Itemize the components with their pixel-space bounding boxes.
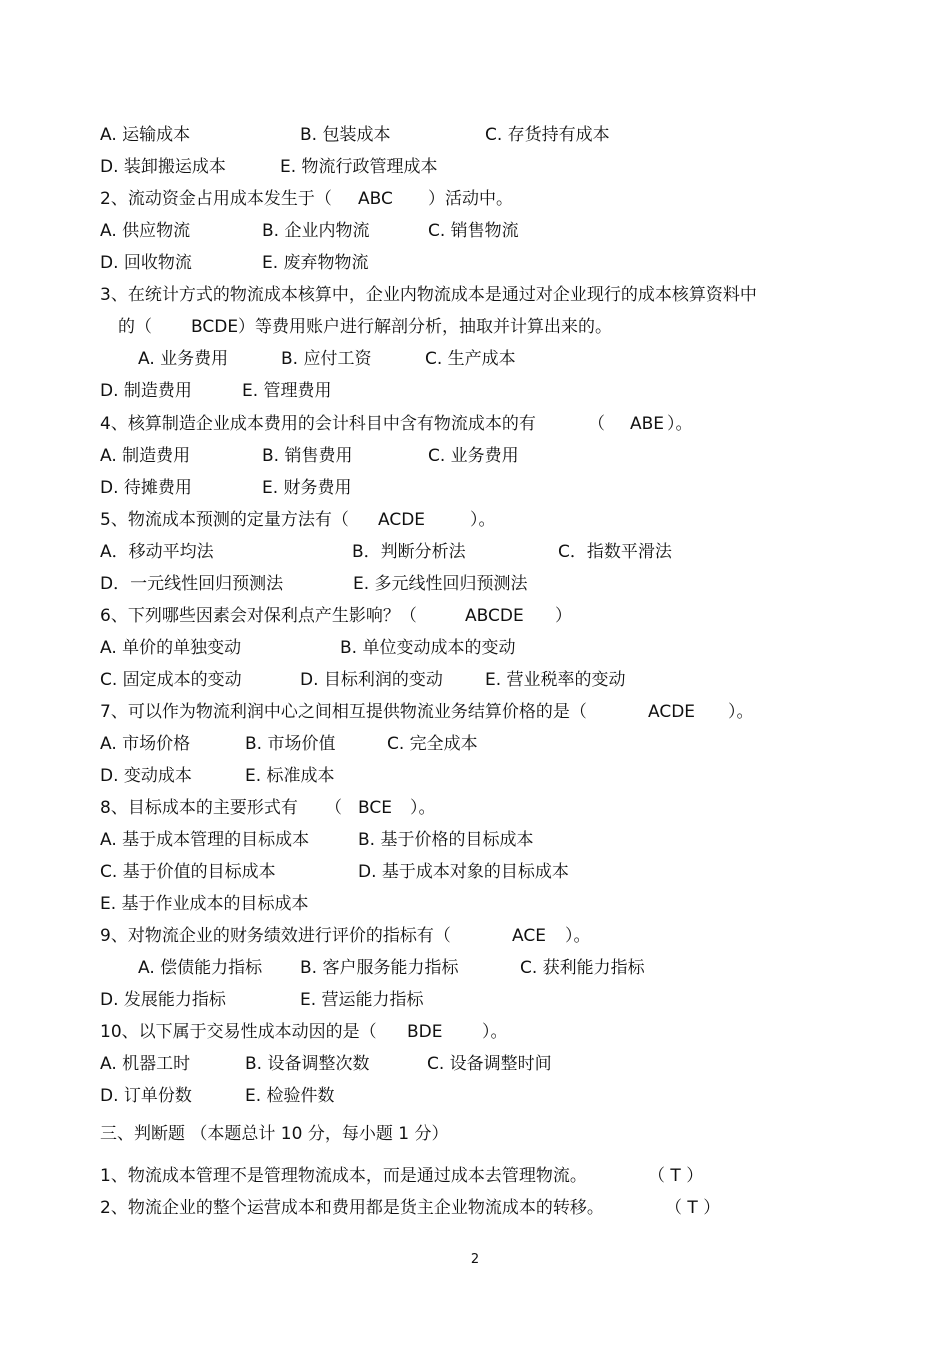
text-segment: 4、核算制造企业成本费用的会计科目中含有物流成本的有 — [100, 414, 536, 434]
text-segment: ABE — [630, 414, 665, 434]
text-segment: 三、判断题 （本题总计 10 分，每小题 1 分） — [100, 1124, 449, 1144]
text-segment: 2、流动资金占用成本发生于（ — [100, 189, 332, 209]
text-segment: A．移动平均法 — [100, 542, 214, 562]
text-segment: C. 获利能力指标 — [520, 958, 645, 978]
text-segment: （ — [588, 414, 605, 434]
text-segment: B. 客户服务能力指标 — [300, 958, 459, 978]
text-segment: 2、物流企业的整个运营成本和费用都是货主企业物流成本的转移。 — [100, 1198, 604, 1218]
text-segment: A. 运输成本 — [100, 125, 191, 145]
text-segment: （ T ） — [648, 1166, 704, 1186]
text-segment: （ — [325, 798, 342, 818]
text-segment: D. 回收物流 — [100, 253, 192, 273]
text-segment: B. 应付工资 — [281, 349, 372, 369]
text-segment: A. 单价的单独变动 — [100, 638, 242, 658]
text-segment: A. 机器工时 — [100, 1054, 191, 1074]
text-segment: ）。 — [482, 1022, 508, 1042]
text-segment: ）等费用账户进行解剖分析，抽取并计算出来的。 — [238, 317, 612, 337]
text-segment: BCE — [358, 798, 392, 818]
text-segment: E. 标准成本 — [245, 766, 335, 786]
text-segment: B. 包装成本 — [300, 125, 391, 145]
text-segment: D. 发展能力指标 — [100, 990, 226, 1010]
text-segment: 3、在统计方式的物流成本核算中，企业内物流成本是通过对企业现行的成本核算资料中 — [100, 285, 757, 305]
text-segment: ACDE — [648, 702, 696, 722]
text-segment: B. 设备调整次数 — [245, 1054, 370, 1074]
text-segment: E. 营业税率的变动 — [485, 670, 626, 690]
text-segment: 9、对物流企业的财务绩效进行评价的指标有（ — [100, 926, 451, 946]
text-segment: ）活动中。 — [428, 189, 513, 209]
text-segment: E. 财务费用 — [262, 478, 352, 498]
text-segment: B. 单位变动成本的变动 — [340, 638, 516, 658]
text-segment: B. 销售费用 — [262, 446, 353, 466]
text-segment: D. 变动成本 — [100, 766, 192, 786]
text-segment: 7、可以作为物流利润中心之间相互提供物流业务结算价格的是（ — [100, 702, 587, 722]
text-segment: ）。 — [565, 926, 591, 946]
text-segment: ）。 — [410, 798, 436, 818]
text-segment: D．一元线性回归预测法 — [100, 574, 284, 594]
text-segment: B. 基于价格的目标成本 — [358, 830, 534, 850]
text-segment: 的（ — [118, 317, 152, 337]
text-segment: （ T ） — [665, 1198, 721, 1218]
text-segment: E. 基于作业成本的目标成本 — [100, 894, 309, 914]
text-segment: C. 完全成本 — [387, 734, 478, 754]
page-number: 2 — [470, 1252, 480, 1267]
text-segment: BCDE — [191, 317, 239, 337]
text-segment: 8、目标成本的主要形式有 — [100, 798, 298, 818]
text-segment: C. 销售物流 — [428, 221, 519, 241]
text-segment: ACDE — [378, 510, 426, 530]
text-segment: C. 生产成本 — [425, 349, 516, 369]
text-segment: ABC — [358, 189, 393, 209]
text-segment: C．指数平滑法 — [558, 542, 672, 562]
text-segment: A. 基于成本管理的目标成本 — [100, 830, 310, 850]
text-segment: 5、物流成本预测的定量方法有（ — [100, 510, 349, 530]
text-segment: ）。 — [667, 414, 693, 434]
text-segment: C. 业务费用 — [428, 446, 519, 466]
text-segment: E. 管理费用 — [242, 381, 332, 401]
text-segment: A. 业务费用 — [138, 349, 229, 369]
text-segment: B. 市场价值 — [245, 734, 336, 754]
text-segment: C. 固定成本的变动 — [100, 670, 242, 690]
text-segment: BDE — [407, 1022, 443, 1042]
text-segment: D. 目标利润的变动 — [300, 670, 443, 690]
text-segment: D. 基于成本对象的目标成本 — [358, 862, 569, 882]
text-segment: ） — [555, 606, 572, 626]
text-segment: A. 供应物流 — [100, 221, 191, 241]
text-segment: A. 制造费用 — [100, 446, 191, 466]
text-segment: E. 物流行政管理成本 — [280, 157, 438, 177]
text-segment: C. 存货持有成本 — [485, 125, 610, 145]
text-segment: E. 废弃物物流 — [262, 253, 369, 273]
text-segment: B. 企业内物流 — [262, 221, 370, 241]
text-segment: A. 市场价格 — [100, 734, 191, 754]
text-segment: C. 设备调整时间 — [427, 1054, 552, 1074]
text-segment: D. 待摊费用 — [100, 478, 192, 498]
text-segment: C. 基于价值的目标成本 — [100, 862, 276, 882]
text-segment: ABCDE — [465, 606, 524, 626]
text-segment: 1、物流成本管理不是管理物流成本，而是通过成本去管理物流。 — [100, 1166, 587, 1186]
text-segment: ACE — [512, 926, 546, 946]
text-segment: E. 营运能力指标 — [300, 990, 424, 1010]
text-segment: 6、下列哪些因素会对保利点产生影响？（ — [100, 606, 417, 626]
text-segment: D. 装卸搬运成本 — [100, 157, 226, 177]
text-segment: 10、以下属于交易性成本动因的是（ — [100, 1022, 377, 1042]
text-segment: D. 制造费用 — [100, 381, 192, 401]
text-segment: E. 多元线性回归预测法 — [353, 574, 528, 594]
text-segment: ）。 — [470, 510, 496, 530]
text-segment: ）。 — [728, 702, 754, 722]
text-segment: B．判断分析法 — [352, 542, 466, 562]
text-segment: E. 检验件数 — [245, 1086, 335, 1106]
text-segment: D. 订单份数 — [100, 1086, 192, 1106]
text-segment: A. 偿债能力指标 — [138, 958, 263, 978]
